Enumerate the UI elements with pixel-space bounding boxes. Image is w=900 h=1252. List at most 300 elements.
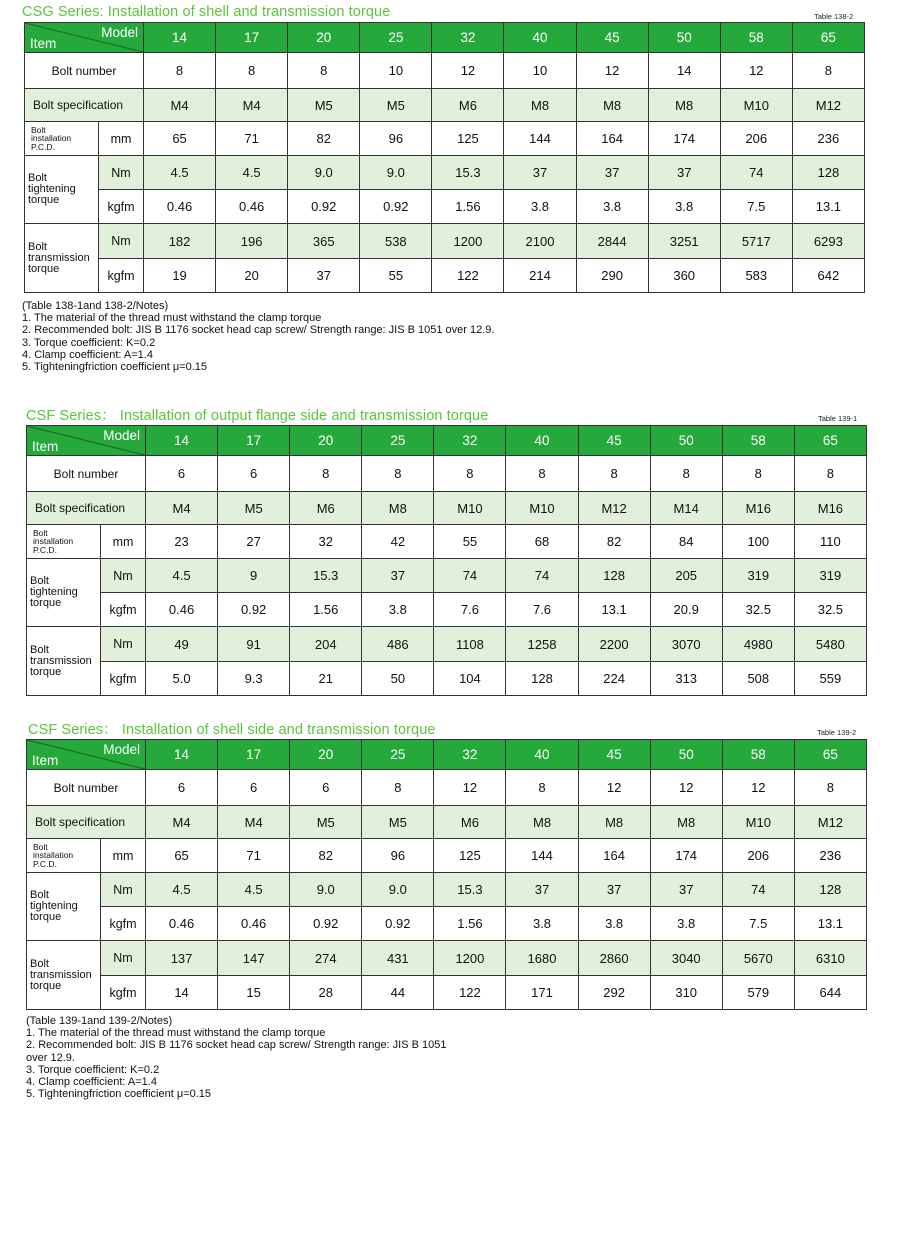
- value-cell: 1.56: [290, 593, 362, 627]
- value-cell: 28: [290, 976, 362, 1010]
- row-label-transmission: [27, 941, 101, 1010]
- value-cell: 50: [362, 662, 434, 696]
- value-cell: 2100: [504, 224, 576, 259]
- model-header-cell: 50: [650, 426, 722, 456]
- value-cell: 91: [218, 627, 290, 662]
- value-cell: 8: [290, 456, 362, 492]
- row-label-line: torque: [30, 979, 62, 992]
- value-cell: 5717: [720, 224, 792, 259]
- value-cell: 2844: [576, 224, 648, 259]
- value-cell: 68: [506, 525, 578, 559]
- unit-cell: Nm: [101, 627, 146, 662]
- row-transmission-nm: [27, 627, 867, 662]
- value-cell: 174: [648, 122, 720, 156]
- value-cell: 21: [290, 662, 362, 696]
- note-line: 5. Tighteningfriction coefficient μ=0.15: [22, 361, 208, 374]
- table-ref-138-2: Table 138-2: [814, 12, 854, 21]
- row-label-line: Bolt: [31, 124, 46, 135]
- value-cell: 224: [578, 662, 650, 696]
- value-cell: 579: [722, 976, 794, 1010]
- value-cell: 1200: [432, 224, 504, 259]
- section-title-csf-flange: CSF Series： Installation of output flange side and transmission torque: [26, 408, 489, 424]
- corner-header-cell: [25, 23, 144, 53]
- value-cell: 32.5: [722, 593, 794, 627]
- value-cell: 147: [218, 941, 290, 976]
- value-cell: 236: [792, 122, 864, 156]
- value-cell: 6: [218, 770, 290, 806]
- model-header-cell: 65: [794, 426, 866, 456]
- value-cell: M4: [218, 806, 290, 839]
- row-bolt-specification: [27, 492, 867, 525]
- value-cell: 12: [434, 770, 506, 806]
- row-bolt-number: [27, 456, 867, 492]
- value-cell: 144: [504, 122, 576, 156]
- row-label-bolt-specification: Bolt specification: [27, 492, 146, 525]
- value-cell: 20: [216, 259, 288, 293]
- value-cell: 313: [650, 662, 722, 696]
- value-cell: 274: [290, 941, 362, 976]
- value-cell: 8: [362, 770, 434, 806]
- model-header-cell: 17: [218, 740, 290, 770]
- row-label-line: torque: [30, 597, 62, 609]
- value-cell: 15.3: [432, 156, 504, 190]
- unit-cell: kgfm: [99, 259, 144, 293]
- value-cell: M4: [144, 89, 216, 122]
- value-cell: 13.1: [792, 190, 864, 224]
- value-cell: 82: [578, 525, 650, 559]
- value-cell: 9.0: [290, 873, 362, 907]
- row-bolt-pcd: [25, 122, 865, 156]
- value-cell: 144: [506, 839, 578, 873]
- value-cell: 0.46: [216, 190, 288, 224]
- value-cell: 125: [432, 122, 504, 156]
- note-line: 2. Recommended bolt: JIS B 1176 socket head cap screw/ Strength range: JIS B 1051 over 12.9.: [22, 324, 495, 337]
- model-header-cell: 32: [434, 740, 506, 770]
- value-cell: 71: [218, 839, 290, 873]
- value-cell: 4.5: [146, 559, 218, 593]
- value-cell: 360: [648, 259, 720, 293]
- value-cell: 12: [578, 770, 650, 806]
- model-header-cell: 40: [506, 426, 578, 456]
- value-cell: M12: [794, 806, 866, 839]
- row-tightening-nm: [25, 156, 865, 190]
- unit-cell: Nm: [101, 941, 146, 976]
- model-header-cell: 25: [360, 23, 432, 53]
- row-label-line: tightening: [30, 586, 78, 598]
- row-label-bolt-pcd: [27, 839, 101, 873]
- value-cell: 84: [650, 525, 722, 559]
- note-line: 4. Clamp coefficient: A=1.4: [22, 348, 153, 361]
- model-header-cell: 40: [504, 23, 576, 53]
- value-cell: M10: [722, 806, 794, 839]
- value-cell: 8: [144, 53, 216, 89]
- row-label-bolt-pcd: [25, 122, 99, 156]
- value-cell: M8: [504, 89, 576, 122]
- value-cell: 9.0: [362, 873, 434, 907]
- row-label-line: tightening: [30, 900, 78, 912]
- value-cell: M8: [578, 806, 650, 839]
- value-cell: 205: [650, 559, 722, 593]
- unit-cell: Nm: [101, 873, 146, 907]
- row-label-line: transmission: [28, 251, 90, 264]
- value-cell: 37: [650, 873, 722, 907]
- row-tightening-nm: [27, 559, 867, 593]
- row-transmission-nm: [27, 941, 867, 976]
- value-cell: 319: [794, 559, 866, 593]
- model-header-cell: 40: [506, 740, 578, 770]
- value-cell: 9.0: [360, 156, 432, 190]
- note-line: 3. Torque coefficient: K=0.2: [22, 336, 156, 349]
- value-cell: 8: [794, 770, 866, 806]
- row-bolt-specification: [25, 89, 865, 122]
- unit-cell: mm: [99, 122, 144, 156]
- row-label-line: tightening: [28, 183, 76, 195]
- value-cell: 4.5: [146, 873, 218, 907]
- section-title-csg-shell: CSG Series: Installation of shell and transmission torque: [22, 4, 391, 20]
- value-cell: 12: [576, 53, 648, 89]
- row-label-line: transmission: [30, 968, 92, 981]
- value-cell: M8: [362, 492, 434, 525]
- value-cell: 1.56: [434, 907, 506, 941]
- value-cell: M5: [288, 89, 360, 122]
- value-cell: M6: [290, 492, 362, 525]
- value-cell: 174: [650, 839, 722, 873]
- notes-block-138: [22, 300, 494, 373]
- row-label-line: Bolt: [30, 957, 49, 970]
- corner-header-cell: [27, 426, 146, 456]
- note-line: 3. Torque coefficient: K=0.2: [26, 1063, 160, 1076]
- model-header-cell: 50: [648, 23, 720, 53]
- value-cell: 19: [144, 259, 216, 293]
- row-bolt-specification: [27, 806, 867, 839]
- row-label-transmission: [25, 224, 99, 293]
- row-tightening-kgfm: [25, 190, 865, 224]
- value-cell: 538: [360, 224, 432, 259]
- value-cell: 82: [288, 122, 360, 156]
- value-cell: 3.8: [650, 907, 722, 941]
- value-cell: 74: [722, 873, 794, 907]
- model-header-cell: 58: [722, 426, 794, 456]
- value-cell: 128: [506, 662, 578, 696]
- value-cell: 42: [362, 525, 434, 559]
- value-cell: 3.8: [506, 907, 578, 941]
- value-cell: 23: [146, 525, 218, 559]
- value-cell: 74: [720, 156, 792, 190]
- row-label-line: Bolt: [33, 841, 48, 852]
- note-line: (Table 139-1and 139-2/Notes): [26, 1015, 173, 1027]
- value-cell: 8: [794, 456, 866, 492]
- note-line: over 12.9.: [26, 1051, 75, 1064]
- value-cell: M10: [434, 492, 506, 525]
- value-cell: 122: [434, 976, 506, 1010]
- value-cell: 128: [578, 559, 650, 593]
- unit-cell: kgfm: [101, 662, 146, 696]
- model-header-cell: 65: [794, 740, 866, 770]
- model-header-cell: 50: [650, 740, 722, 770]
- value-cell: 15.3: [434, 873, 506, 907]
- unit-cell: Nm: [99, 156, 144, 190]
- value-cell: 0.46: [218, 907, 290, 941]
- row-label-bolt-number: Bolt number: [25, 53, 144, 89]
- value-cell: 65: [144, 122, 216, 156]
- value-cell: 96: [362, 839, 434, 873]
- value-cell: 8: [650, 456, 722, 492]
- row-bolt-number: [25, 53, 865, 89]
- value-cell: 236: [794, 839, 866, 873]
- value-cell: 0.92: [360, 190, 432, 224]
- row-label-line: Bolt: [30, 643, 49, 656]
- row-label-line: transmission: [30, 654, 92, 667]
- value-cell: 1680: [506, 941, 578, 976]
- model-header-cell: 17: [216, 23, 288, 53]
- value-cell: 13.1: [794, 907, 866, 941]
- value-cell: 6293: [792, 224, 864, 259]
- value-cell: 290: [576, 259, 648, 293]
- value-cell: 5480: [794, 627, 866, 662]
- value-cell: M10: [720, 89, 792, 122]
- value-cell: 4.5: [144, 156, 216, 190]
- row-label-transmission: [27, 627, 101, 696]
- value-cell: 82: [290, 839, 362, 873]
- value-cell: 3.8: [504, 190, 576, 224]
- table-ref-139-2: Table 139-2: [817, 728, 857, 737]
- value-cell: 292: [578, 976, 650, 1010]
- value-cell: 37: [648, 156, 720, 190]
- value-cell: 4.5: [216, 156, 288, 190]
- value-cell: 171: [506, 976, 578, 1010]
- value-cell: 8: [506, 770, 578, 806]
- model-header-cell: 65: [792, 23, 864, 53]
- value-cell: 9: [218, 559, 290, 593]
- row-label-line: Bolt: [28, 172, 47, 184]
- value-cell: 8: [288, 53, 360, 89]
- spec-table: [26, 739, 867, 1010]
- value-cell: 486: [362, 627, 434, 662]
- value-cell: 8: [578, 456, 650, 492]
- row-bolt-pcd: [27, 839, 867, 873]
- value-cell: 10: [504, 53, 576, 89]
- value-cell: M8: [650, 806, 722, 839]
- row-label-line: Bolt: [30, 575, 49, 587]
- value-cell: 96: [360, 122, 432, 156]
- value-cell: 12: [650, 770, 722, 806]
- model-header-cell: 58: [720, 23, 792, 53]
- spec-table: [26, 425, 867, 696]
- value-cell: 182: [144, 224, 216, 259]
- note-line: 5. Tighteningfriction coefficient μ=0.15: [26, 1088, 212, 1101]
- value-cell: 1108: [434, 627, 506, 662]
- value-cell: 15.3: [290, 559, 362, 593]
- corner-header-cell: [27, 740, 146, 770]
- value-cell: 6: [218, 456, 290, 492]
- value-cell: M6: [432, 89, 504, 122]
- value-cell: M6: [434, 806, 506, 839]
- value-cell: M8: [506, 806, 578, 839]
- value-cell: 125: [434, 839, 506, 873]
- row-label-bolt-number: Bolt number: [27, 456, 146, 492]
- value-cell: 74: [434, 559, 506, 593]
- row-label-tightening: [27, 873, 101, 941]
- value-cell: 55: [434, 525, 506, 559]
- corner-label-item: Item: [32, 753, 59, 768]
- value-cell: 0.46: [146, 907, 218, 941]
- unit-cell: mm: [101, 525, 146, 559]
- row-label-line: installation: [31, 133, 72, 144]
- value-cell: 365: [288, 224, 360, 259]
- value-cell: 2200: [578, 627, 650, 662]
- value-cell: 8: [506, 456, 578, 492]
- model-header-cell: 20: [288, 23, 360, 53]
- value-cell: 37: [576, 156, 648, 190]
- value-cell: 128: [794, 873, 866, 907]
- value-cell: 8: [216, 53, 288, 89]
- value-cell: 37: [288, 259, 360, 293]
- model-header-cell: 20: [290, 740, 362, 770]
- model-header-cell: 32: [434, 426, 506, 456]
- value-cell: 10: [360, 53, 432, 89]
- row-label-bolt-specification: Bolt specification: [27, 806, 146, 839]
- row-label-line: Bolt: [30, 889, 49, 901]
- value-cell: 37: [504, 156, 576, 190]
- value-cell: 100: [722, 525, 794, 559]
- value-cell: 508: [722, 662, 794, 696]
- value-cell: M12: [578, 492, 650, 525]
- value-cell: 0.92: [290, 907, 362, 941]
- value-cell: 27: [218, 525, 290, 559]
- model-header-cell: 14: [146, 426, 218, 456]
- value-cell: 7.6: [434, 593, 506, 627]
- row-label-line: Bolt: [33, 527, 48, 538]
- value-cell: 206: [722, 839, 794, 873]
- value-cell: M5: [360, 89, 432, 122]
- value-cell: 7.6: [506, 593, 578, 627]
- value-cell: M10: [506, 492, 578, 525]
- value-cell: 3.8: [578, 907, 650, 941]
- unit-cell: Nm: [101, 559, 146, 593]
- row-tightening-kgfm: [27, 907, 867, 941]
- value-cell: M5: [362, 806, 434, 839]
- row-tightening-kgfm: [27, 593, 867, 627]
- note-line: 4. Clamp coefficient: A=1.4: [26, 1076, 157, 1089]
- row-label-bolt-number: Bolt number: [27, 770, 146, 806]
- value-cell: 0.46: [146, 593, 218, 627]
- value-cell: 206: [720, 122, 792, 156]
- value-cell: 2860: [578, 941, 650, 976]
- value-cell: 3.8: [362, 593, 434, 627]
- value-cell: M8: [576, 89, 648, 122]
- value-cell: 1258: [506, 627, 578, 662]
- value-cell: 12: [432, 53, 504, 89]
- value-cell: 110: [794, 525, 866, 559]
- value-cell: 71: [216, 122, 288, 156]
- value-cell: 32.5: [794, 593, 866, 627]
- unit-cell: kgfm: [101, 976, 146, 1010]
- value-cell: 32: [290, 525, 362, 559]
- model-header-cell: 20: [290, 426, 362, 456]
- notes-block-139: [26, 1015, 446, 1100]
- value-cell: 8: [722, 456, 794, 492]
- note-line: 2. Recommended bolt: JIS B 1176 socket head cap screw/ Strength range: JIS B 1051: [26, 1039, 447, 1052]
- value-cell: 0.46: [144, 190, 216, 224]
- value-cell: 3.8: [648, 190, 720, 224]
- unit-cell: mm: [101, 839, 146, 873]
- header-row: [25, 23, 865, 53]
- row-label-line: installation: [33, 536, 74, 547]
- value-cell: 164: [578, 839, 650, 873]
- value-cell: 5670: [722, 941, 794, 976]
- value-cell: M4: [146, 492, 218, 525]
- row-label-line: P.C.D.: [33, 858, 57, 869]
- row-transmission-nm: [25, 224, 865, 259]
- value-cell: 0.92: [362, 907, 434, 941]
- value-cell: 12: [720, 53, 792, 89]
- value-cell: 9.3: [218, 662, 290, 696]
- unit-cell: Nm: [99, 224, 144, 259]
- table-ref-139-1: Table 139-1: [818, 414, 858, 423]
- value-cell: 583: [720, 259, 792, 293]
- value-cell: M4: [216, 89, 288, 122]
- value-cell: M16: [722, 492, 794, 525]
- value-cell: 8: [434, 456, 506, 492]
- row-label-bolt-pcd: [27, 525, 101, 559]
- value-cell: 6: [146, 456, 218, 492]
- row-label-line: installation: [33, 850, 74, 861]
- value-cell: 319: [722, 559, 794, 593]
- value-cell: 37: [506, 873, 578, 907]
- value-cell: 214: [504, 259, 576, 293]
- value-cell: M12: [792, 89, 864, 122]
- header-row: [27, 740, 867, 770]
- spec-table: [24, 22, 865, 293]
- row-transmission-kgfm: [27, 976, 867, 1010]
- model-header-cell: 25: [362, 426, 434, 456]
- row-label-line: torque: [30, 665, 62, 678]
- value-cell: 642: [792, 259, 864, 293]
- header-row: [27, 426, 867, 456]
- note-line: 1. The material of the thread must withstand the clamp torque: [26, 1027, 326, 1040]
- value-cell: 65: [146, 839, 218, 873]
- value-cell: 644: [794, 976, 866, 1010]
- value-cell: 3.8: [576, 190, 648, 224]
- corner-label-item: Item: [32, 439, 59, 454]
- value-cell: 137: [146, 941, 218, 976]
- row-label-bolt-specification: Bolt specification: [25, 89, 144, 122]
- value-cell: 6: [290, 770, 362, 806]
- value-cell: 6310: [794, 941, 866, 976]
- value-cell: 49: [146, 627, 218, 662]
- value-cell: 3251: [648, 224, 720, 259]
- row-label-line: torque: [30, 911, 62, 923]
- row-tightening-nm: [27, 873, 867, 907]
- value-cell: 12: [722, 770, 794, 806]
- value-cell: M5: [218, 492, 290, 525]
- value-cell: 14: [146, 976, 218, 1010]
- unit-cell: kgfm: [99, 190, 144, 224]
- value-cell: 15: [218, 976, 290, 1010]
- row-label-line: P.C.D.: [33, 544, 57, 555]
- value-cell: 122: [432, 259, 504, 293]
- row-label-line: P.C.D.: [31, 141, 55, 152]
- value-cell: 431: [362, 941, 434, 976]
- row-bolt-pcd: [27, 525, 867, 559]
- value-cell: 9.0: [288, 156, 360, 190]
- value-cell: 6: [146, 770, 218, 806]
- row-label-line: torque: [28, 194, 60, 206]
- row-label-line: torque: [28, 262, 60, 275]
- corner-label-model: Model: [103, 428, 140, 443]
- note-line: (Table 138-1and 138-2/Notes): [22, 300, 169, 312]
- model-header-cell: 45: [578, 426, 650, 456]
